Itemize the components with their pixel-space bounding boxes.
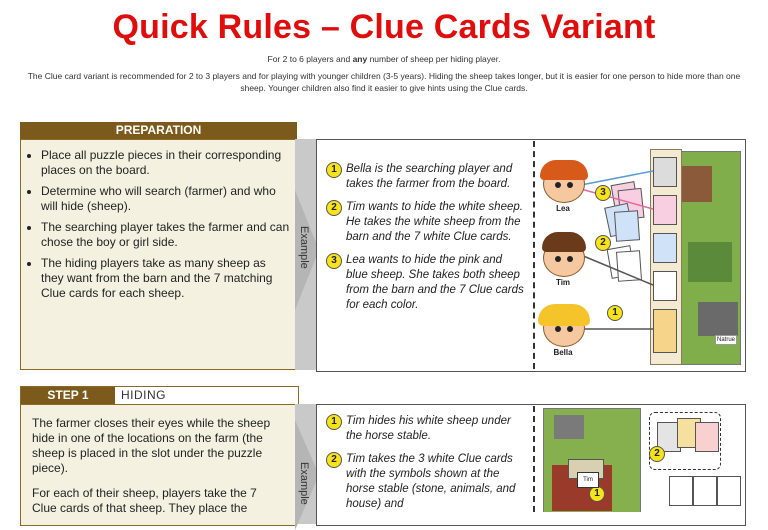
card-slot <box>717 476 741 506</box>
step1-illustration <box>537 406 742 512</box>
step1-header <box>20 386 299 405</box>
preparation-item: • The hiding players take as many sheep as they want from the barn and the 7 matching Clue cards for each sheep. <box>41 256 290 301</box>
player-count-pre: For 2 to 6 players and <box>267 54 353 64</box>
example-text: Bella is the searching player and takes the farmer from the board. <box>346 163 513 190</box>
example-item <box>326 253 526 313</box>
preparation-example-list <box>326 162 526 321</box>
example-text: Tim wants to hide the white sheep. He takes the white sheep from the barn and the 7 white Clue cards. <box>346 201 523 243</box>
preparation-illustration <box>537 143 742 367</box>
clue-card-house <box>695 422 719 452</box>
step1-example-list <box>326 414 526 520</box>
example-item <box>326 200 526 245</box>
step1-example-label: Example <box>298 462 310 505</box>
number-badge: 1 <box>607 305 623 321</box>
number-badge: 2 <box>326 200 342 216</box>
preparation-item: • Determine who will search (farmer) and who will hide (sheep). <box>41 184 290 214</box>
example-divider <box>533 141 535 369</box>
card-slot <box>669 476 693 506</box>
step1-paragraph: For each of their sheep, players take the 7 Clue cards of that sheep. They place the <box>32 486 257 515</box>
example-item <box>326 452 526 512</box>
preparation-panel <box>20 139 297 370</box>
preparation-item: • The searching player takes the farmer and can chose the boy or girl side. <box>41 220 290 250</box>
player-count-post: number of sheep per hiding player. <box>367 54 501 64</box>
player-count-any: any <box>352 54 368 64</box>
example-item <box>326 162 526 192</box>
number-badge: 1 <box>589 486 605 502</box>
number-badge: 2 <box>326 452 342 468</box>
example-item <box>326 414 526 444</box>
player-count-note <box>0 54 768 64</box>
player-bella-name: Bella <box>553 348 573 357</box>
example-divider <box>533 406 535 512</box>
step1-paragraph: The farmer closes their eyes while the sheep hide in one of the locations on the farm (the sheep is placed in the slot under the puzzle piece). <box>32 416 271 475</box>
number-badge: 2 <box>595 235 611 251</box>
page-title: Quick Rules – Clue Cards Variant <box>112 8 656 46</box>
tim-sheep-token: Tim <box>577 472 599 488</box>
player-bella-avatar <box>543 309 585 347</box>
number-badge: 3 <box>326 253 342 269</box>
number-badge: 1 <box>326 414 342 430</box>
step1-label: STEP 1 <box>21 387 115 404</box>
number-badge: 2 <box>649 446 665 462</box>
number-badge: 3 <box>595 185 611 201</box>
player-lea-name: Lea <box>556 204 570 213</box>
player-lea-avatar <box>543 165 585 203</box>
card-slot <box>693 476 717 506</box>
player-tim-name: Tim <box>555 278 571 287</box>
number-badge: 1 <box>326 162 342 178</box>
preparation-list <box>21 148 290 301</box>
example-text: Tim takes the 3 white Clue cards with the symbols shown at the horse stable (stone, animals, and house) and <box>346 453 516 510</box>
board-label: Natrue <box>717 337 736 343</box>
example-text: Lea wants to hide the pink and blue sheep. She takes both sheep from the barn and the 7 Clue cards for each color. <box>346 254 524 311</box>
intro-text: The Clue card variant is recommended for 2 to 3 players and for playing with younger children (3-5 years). Hiding the sheep takes longer, but it is easier for one person to hide more than one sheep. Younger children also find it easier to give hints using the Clue cards. <box>27 71 741 93</box>
preparation-item: • Place all puzzle pieces in their corresponding places on the board. <box>41 148 290 178</box>
preparation-header: PREPARATION <box>20 122 297 139</box>
player-tim-avatar <box>543 239 585 277</box>
step1-name: HIDING <box>121 388 166 402</box>
preparation-example-label: Example <box>298 226 310 269</box>
example-text: Tim hides his white sheep under the horse stable. <box>346 415 511 442</box>
